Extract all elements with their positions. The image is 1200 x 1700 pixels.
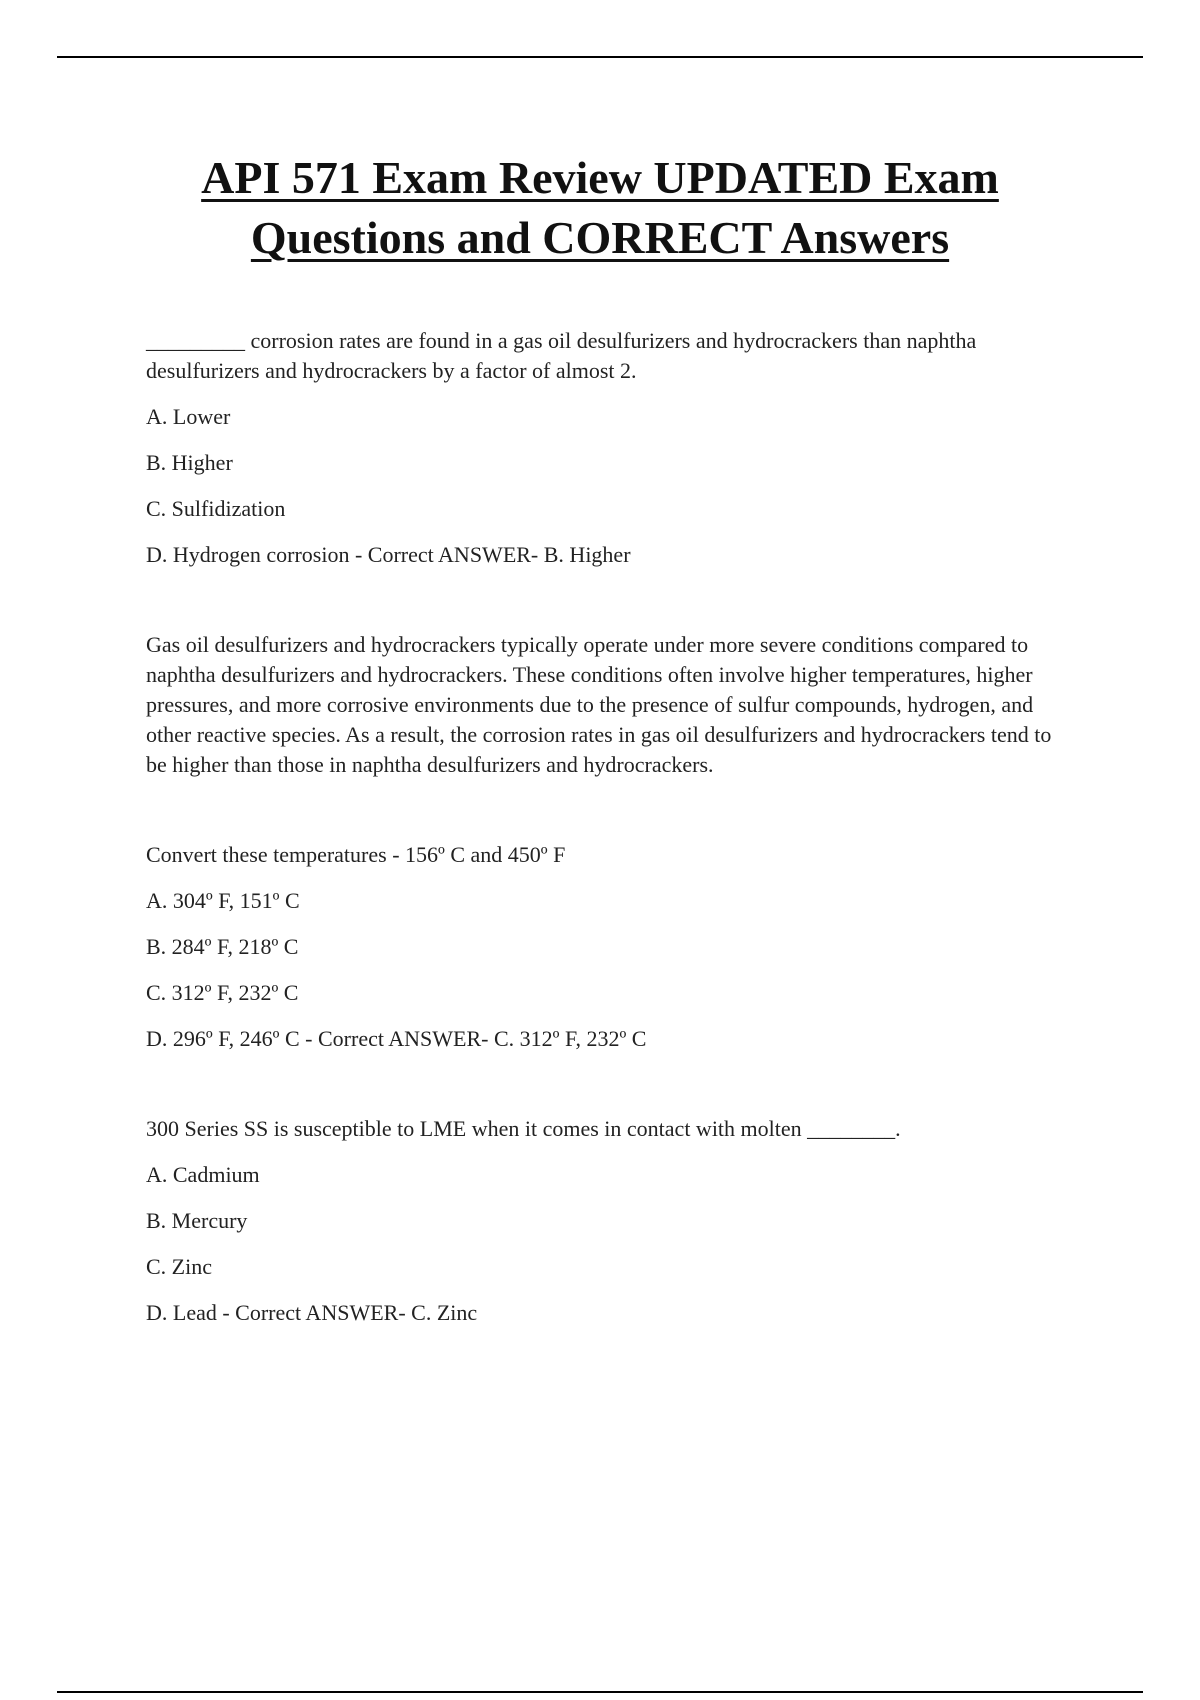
question-2-text: Convert these temperatures - 156º C and 450º F	[146, 842, 566, 867]
question-3-option-a: A. Cadmium	[146, 1162, 260, 1187]
question-2-option-b: B. 284º F, 218º C	[146, 934, 299, 959]
question-3-option-d-answer: D. Lead - Correct ANSWER- C. Zinc	[146, 1300, 478, 1325]
question-1-option-b: B. Higher	[146, 450, 233, 475]
question-2-option-c: C. 312º F, 232º C	[146, 980, 299, 1005]
question-1-text: _________ corrosion rates are found in a gas oil desulfurizers and hydrocrackers than naphtha desulfurizers and hydrocrackers by a factor of almost 2.	[146, 328, 977, 383]
question-1-option-c: C. Sulfidization	[146, 496, 286, 521]
question-3-option-c: C. Zinc	[146, 1254, 212, 1279]
question-2-option-a: A. 304º F, 151º C	[146, 888, 300, 913]
question-3-text: 300 Series SS is susceptible to LME when it comes in contact with molten ________.	[146, 1116, 901, 1141]
question-2-option-d-answer: D. 296º F, 246º C - Correct ANSWER- C. 312º F, 232º C	[146, 1026, 647, 1051]
header-rule	[57, 56, 1143, 58]
question-3-option-b: B. Mercury	[146, 1208, 248, 1233]
footer-rule	[57, 1691, 1143, 1693]
question-1-explanation: Gas oil desulfurizers and hydrocrackers typically operate under more severe conditions compared to naphtha desulfurizers and hydrocrackers. These conditions often involve higher temperatures, higher pressures, and more corrosive environments due to the presence of sulfur compounds, hydrogen, and other reactive species. As a result, the corrosion rates in gas oil desulfurizers and hydrocrackers tend to be higher than those in naphtha desulfurizers and hydrocrackers.	[146, 632, 1052, 777]
question-1-option-a: A. Lower	[146, 404, 231, 429]
document-title: API 571 Exam Review UPDATED Exam Questions and CORRECT Answers	[201, 152, 999, 263]
document-body	[146, 326, 1076, 1328]
question-1-option-d-answer: D. Hydrogen corrosion - Correct ANSWER- B. Higher	[146, 542, 631, 567]
